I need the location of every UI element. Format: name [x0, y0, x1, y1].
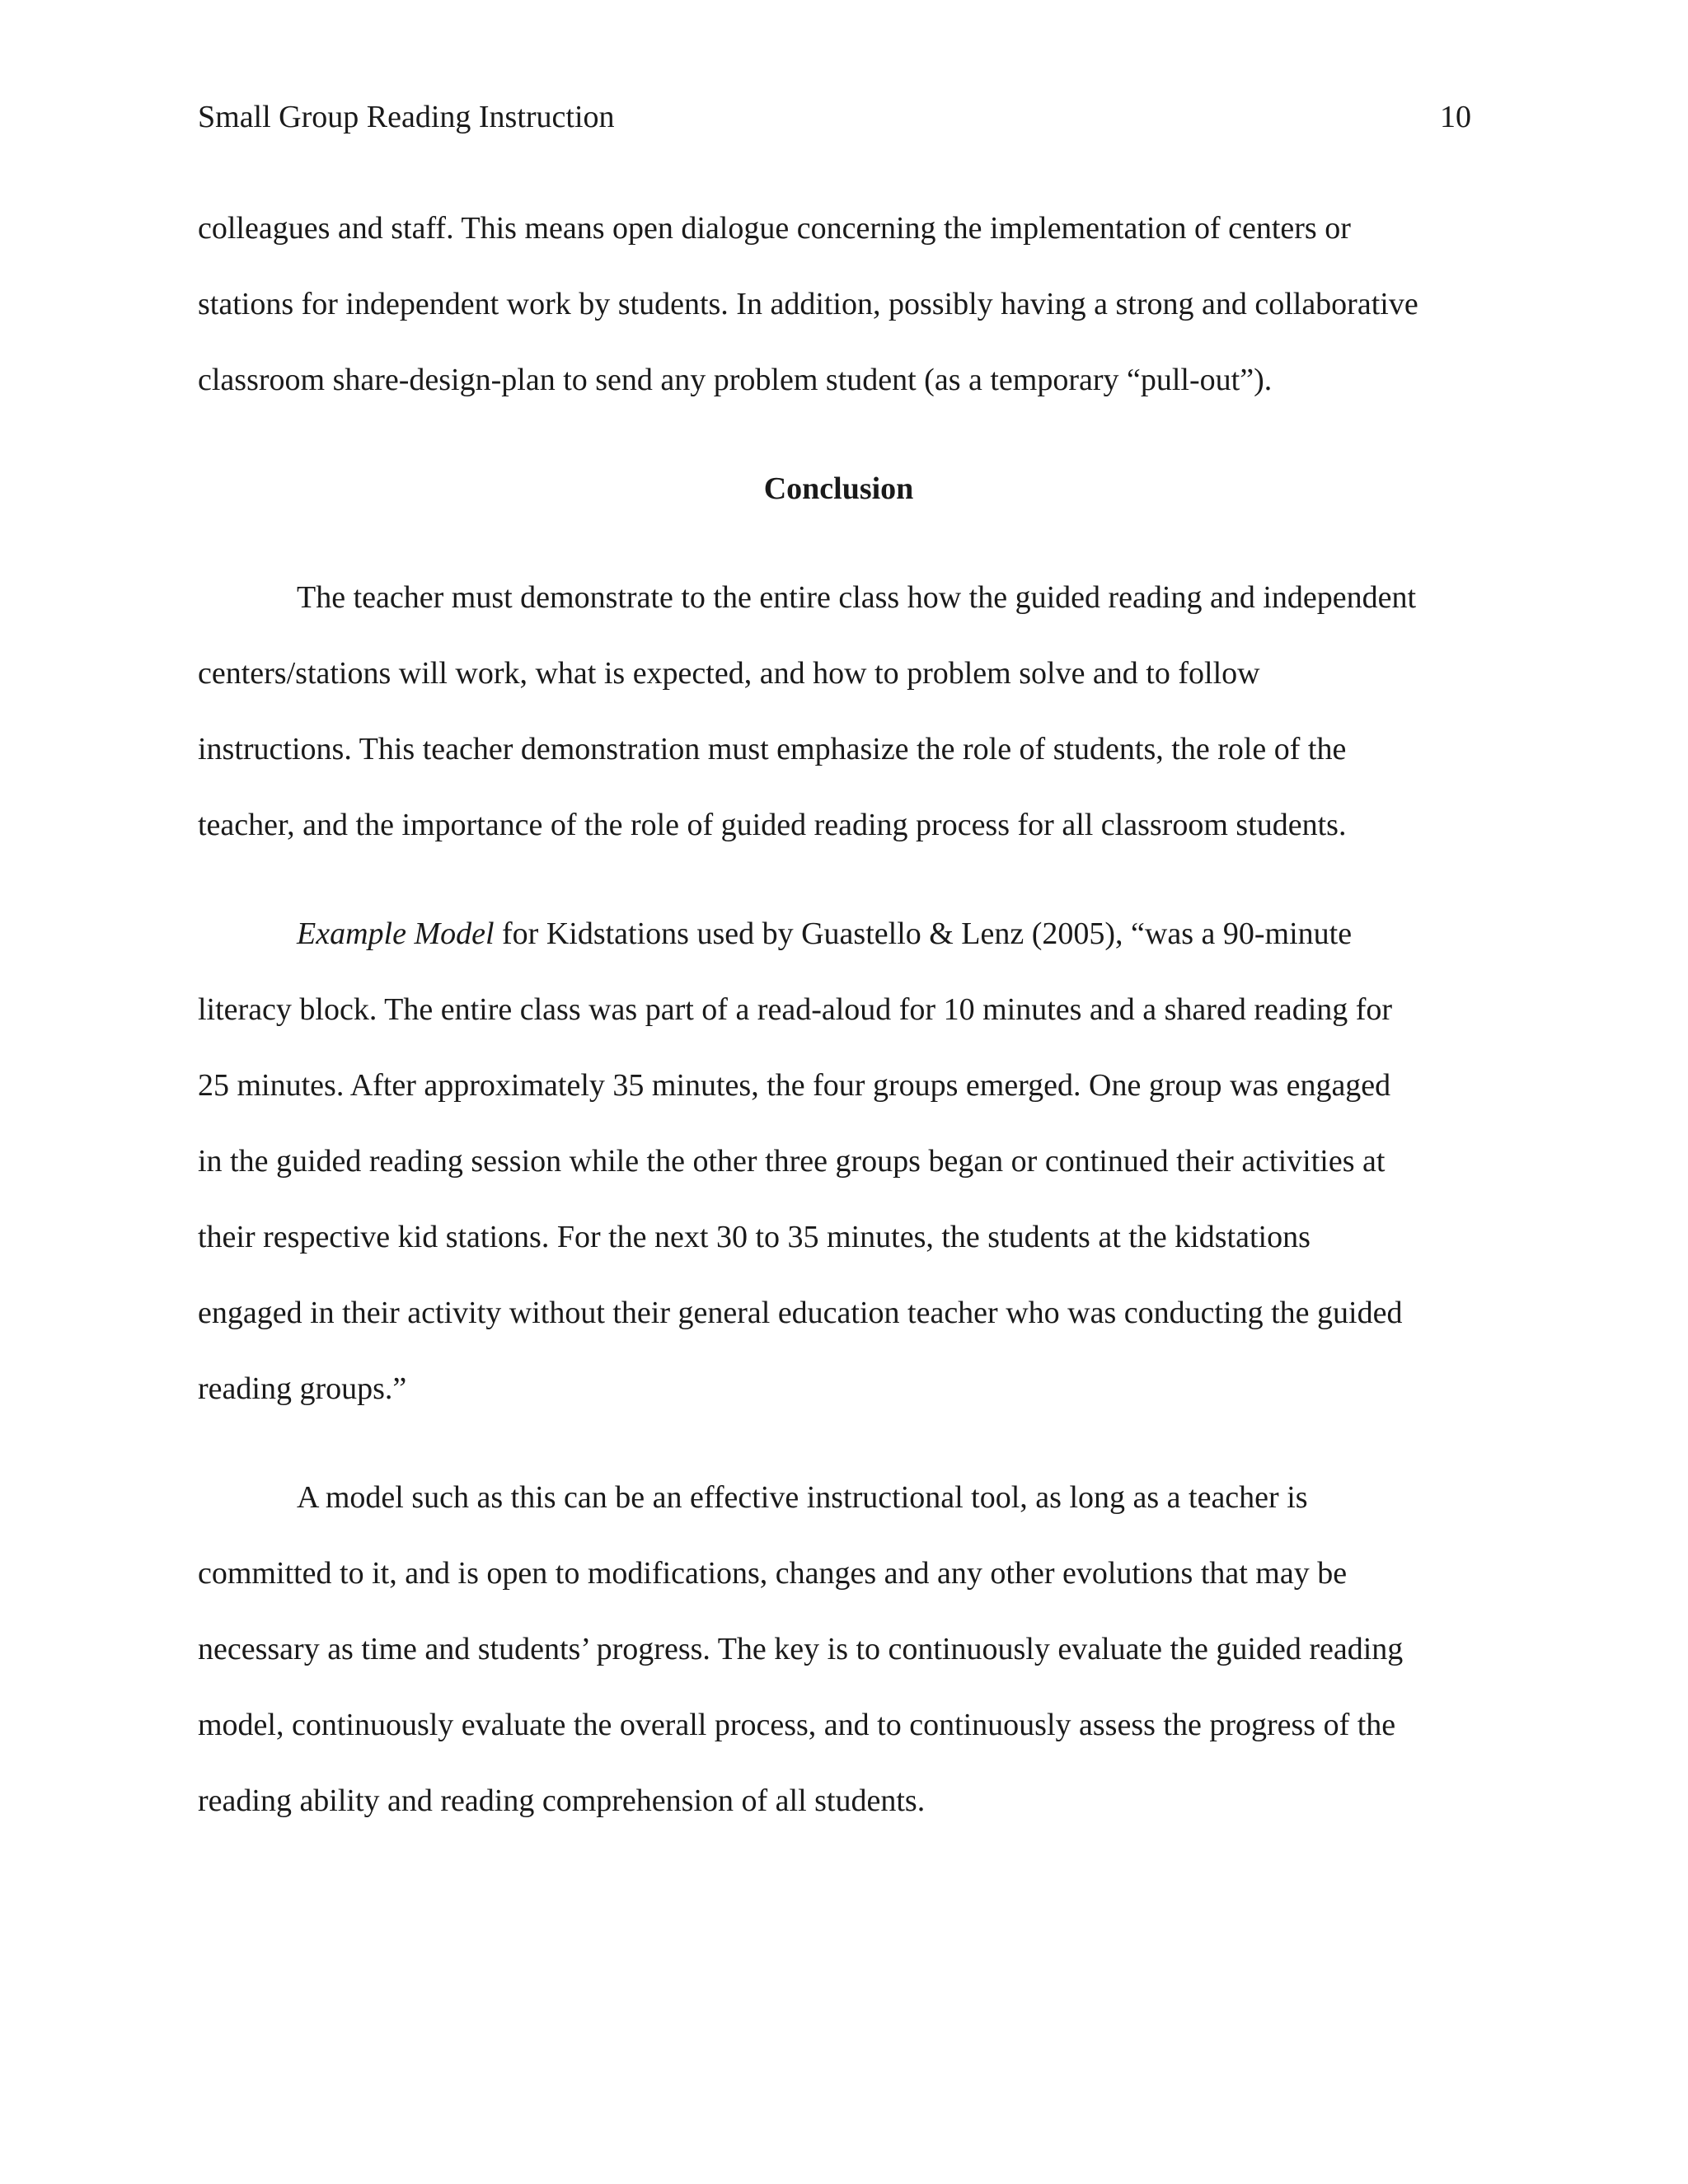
text-line: The teacher must demonstrate to the entire class how the guided reading and independent: [297, 580, 1417, 615]
text-line: classroom share-design-plan to send any problem student (as a temporary “pull-out”).: [198, 363, 1273, 397]
section-heading: Conclusion: [763, 471, 914, 506]
text-line: committed to it, and is open to modifications, changes and any other evolutions that may be: [198, 1556, 1348, 1591]
paragraph-3: [198, 909, 1488, 1440]
text-line: colleagues and staff. This means open dialogue concerning the implementation of centers or: [198, 211, 1351, 246]
first-line-rest: for Kidstations used by Guastello & Lenz (2005), “was a 90-minute: [494, 916, 1353, 951]
text-line: teacher, and the importance of the role of guided reading process for all classroom students.: [198, 808, 1347, 842]
spacer: [198, 540, 1488, 573]
text-line: engaged in their activity without their general education teacher who was conducting the guided: [198, 1296, 1403, 1330]
spacer: [198, 1440, 1488, 1473]
text-line: necessary as time and students’ progress. The key is to continuously evaluate the guided reading: [198, 1632, 1404, 1666]
text-line: A model such as this can be an effective instructional tool, as long as a teacher is: [297, 1480, 1308, 1515]
text-line: [198, 909, 1488, 985]
text-line: instructions. This teacher demonstration must emphasize the role of students, the role of the: [198, 732, 1347, 766]
running-head: [198, 92, 1471, 142]
text-line: 25 minutes. After approximately 35 minutes, the four groups emerged. One group was engaged: [198, 1068, 1391, 1103]
spacer: [198, 431, 1488, 464]
spacer: [198, 876, 1488, 909]
text-line: model, continuously evaluate the overall process, and to continuously assess the progress of the: [198, 1708, 1396, 1742]
text-line: their respective kid stations. For the next 30 to 35 minutes, the students at the kidstations: [198, 1220, 1311, 1254]
body-text: [198, 204, 1488, 1852]
running-title: Small Group Reading Instruction: [198, 100, 615, 134]
paragraph-1: [198, 204, 1488, 431]
text-line: stations for independent work by students. In addition, possibly having a strong and collaborative: [198, 287, 1418, 321]
page-number: 10: [1440, 100, 1471, 134]
text-line: literacy block. The entire class was part of a read-aloud for 10 minutes and a shared reading for: [198, 992, 1393, 1027]
paragraph-2: [198, 573, 1488, 876]
text-line: centers/stations will work, what is expected, and how to problem solve and to follow: [198, 656, 1260, 691]
text-line: reading ability and reading comprehension of all students.: [198, 1783, 926, 1818]
text-line: reading groups.”: [198, 1371, 407, 1406]
paragraph-4: [198, 1473, 1488, 1852]
text-line: in the guided reading session while the other three groups began or continued their activities at: [198, 1144, 1386, 1179]
italic-lead: Example Model: [297, 916, 495, 951]
